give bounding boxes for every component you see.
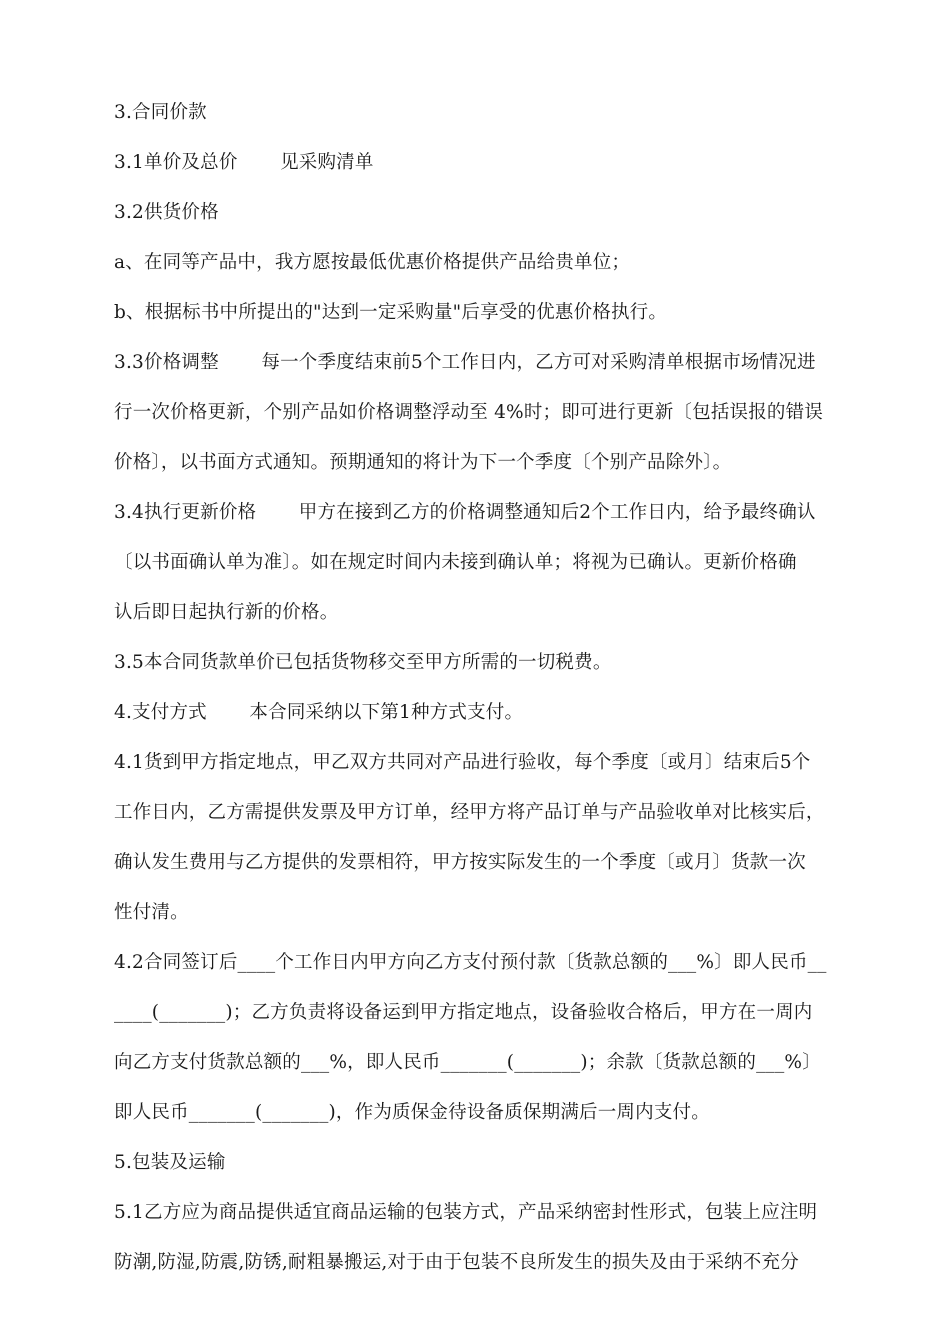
clause-4-2-cont-3: 即人民币_______(_______)，作为质保金待设备质保期满后一周内支付。 — [114, 1102, 710, 1123]
clause-4-1-cont-1: 工作日内，乙方需提供发票及甲方订单，经甲方将产品订单与产品验收单对比核实后， — [114, 802, 825, 823]
clause-3-2: 3.2供货价格 — [114, 202, 219, 223]
clause-4-1-cont-2: 确认发生费用与乙方提供的发票相符，甲方按实际发生的一个季度〔或月〕货款一次 — [114, 852, 806, 873]
clause-3-3-cont-1: 行一次价格更新，个别产品如价格调整浮动至 4%时；即可进行更新〔包括误报的错误 — [114, 402, 824, 423]
clause-3-4-cont-2: 认后即日起执行新的价格。 — [114, 602, 339, 623]
section-heading-payment: 4.支付方式 本合同采纳以下第1种方式支付。 — [114, 702, 524, 723]
clause-3-4: 3.4执行更新价格 甲方在接到乙方的价格调整通知后2个工作日内，给予最终确认 — [114, 502, 816, 523]
clause-4-2: 4.2合同签订后____个工作日内甲方向乙方支付预付款〔货款总额的___%〕即人民币__ — [114, 952, 827, 973]
clause-3-1: 3.1单价及总价 见采购清单 — [114, 152, 374, 173]
clause-5-1: 5.1乙方应为商品提供适宜商品运输的包装方式，产品采纳密封性形式，包装上应注明 — [114, 1202, 818, 1223]
clause-4-2-cont-1: ____(_______)；乙方负责将设备运到甲方指定地点，设备验收合格后，甲方在一周内 — [114, 1002, 813, 1023]
section-heading-contract-price: 3.合同价款 — [114, 102, 207, 123]
clause-4-2-cont-2: 向乙方支付货款总额的___%，即人民币_______(_______)；余款〔货款总额的___%〕 — [114, 1052, 821, 1073]
clause-4-1-cont-3: 性付清。 — [114, 902, 189, 923]
clause-3-2-a: a、在同等产品中，我方愿按最低优惠价格提供产品给贵单位； — [114, 252, 631, 273]
clause-4-1: 4.1货到甲方指定地点，甲乙双方共同对产品进行验收，每个季度〔或月〕结束后5个 — [114, 752, 811, 773]
clause-5-1-cont-1: 防潮,防湿,防震,防锈,耐粗暴搬运,对于由于包装不良所发生的损失及由于采纳不充分 — [114, 1252, 799, 1273]
clause-3-3: 3.3价格调整 每一个季度结束前5个工作日内，乙方可对采购清单根据市场情况进 — [114, 352, 816, 373]
section-heading-packaging: 5.包装及运输 — [114, 1152, 226, 1173]
clause-3-3-cont-2: 价格〕，以书面方式通知。预期通知的将计为下一个季度〔个别产品除外〕。 — [114, 452, 732, 473]
clause-3-2-b: b、根据标书中所提出的"达到一定采购量"后享受的优惠价格执行。 — [114, 302, 668, 323]
clause-3-4-cont-1: 〔以书面确认单为准〕。如在规定时间内未接到确认单；将视为已确认。更新价格确 — [114, 552, 797, 573]
clause-3-5: 3.5本合同货款单价已包括货物移交至甲方所需的一切税费。 — [114, 652, 612, 673]
